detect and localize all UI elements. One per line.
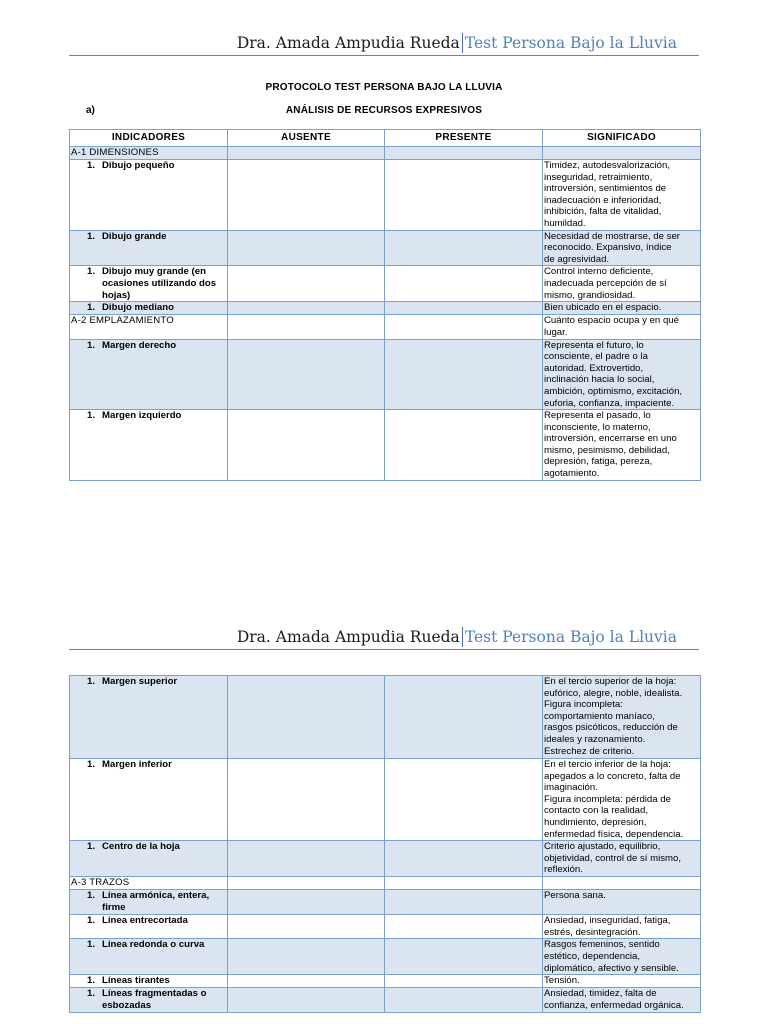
presente-cell[interactable]: [385, 939, 543, 975]
indicator-label: Margen izquierdo: [102, 410, 182, 422]
significado-cell: Rasgos femeninos, sentido estético, dependencia, diplomático, afectivo y sensible.: [543, 939, 701, 975]
ausente-cell[interactable]: [228, 759, 385, 841]
section-heading-cell: A-3 TRAZOS: [70, 877, 228, 890]
presente-cell[interactable]: [385, 841, 543, 877]
indicator-label: Margen superior: [102, 676, 178, 687]
table-row: [70, 939, 701, 975]
presente-cell[interactable]: [385, 315, 543, 339]
indicator-number: 1.: [87, 890, 96, 902]
ausente-cell[interactable]: [228, 890, 385, 915]
page-header-1: [69, 30, 699, 56]
indicator-number: 1.: [87, 410, 96, 422]
section-title: ANÁLISIS DE RECURSOS EXPRESIVOS: [285, 105, 483, 116]
indicator-number: 1.: [87, 302, 96, 314]
significado-cell: Ansiedad, inseguridad, fatiga, estrés, desintegración.: [543, 915, 701, 939]
ausente-cell[interactable]: [228, 877, 385, 890]
ausente-cell[interactable]: [228, 988, 385, 1012]
presente-cell[interactable]: [385, 759, 543, 841]
indicator-label: Líneas tirantes: [102, 975, 170, 987]
table-row: [70, 988, 701, 1012]
indicator-label: Dibujo pequeño: [102, 160, 175, 171]
significado-cell: En el tercio inferior de la hoja: apegados a lo concreto, falta de imaginación. Figura incompleta: pérdida de contacto con la realidad, hundimiento, depresión, enfermedad física, dependencia.: [543, 759, 701, 841]
indicator-label: Línea entrecortada: [102, 915, 188, 927]
significado-cell: Cuánto espacio ocupa y en qué lugar.: [543, 315, 701, 339]
presente-cell[interactable]: [385, 147, 543, 160]
table-row: [70, 266, 701, 302]
indicator-label: Línea armónica, entera, firme: [102, 890, 210, 913]
table-row: [70, 147, 701, 160]
indicator-cell: [70, 975, 228, 988]
table-row: [70, 676, 701, 759]
column-header-significado: SIGNIFICADO: [543, 130, 701, 147]
indicator-label: Margen derecho: [102, 339, 177, 351]
indicator-number: 1.: [87, 988, 96, 1000]
ausente-cell[interactable]: [228, 302, 385, 315]
presente-cell[interactable]: [385, 230, 543, 266]
table-row: [70, 759, 701, 841]
significado-cell: Bien ubicado en el espacio.: [543, 302, 701, 315]
table-row: [70, 410, 701, 481]
indicator-number: 1.: [87, 759, 96, 770]
presente-cell[interactable]: [385, 266, 543, 302]
significado-cell: Necesidad de mostrarse, de ser reconocido. Expansivo, índice de agresividad.: [543, 230, 701, 266]
presente-cell[interactable]: [385, 877, 543, 890]
indicator-label: Margen inferior: [102, 759, 172, 770]
indicator-cell: [70, 939, 228, 975]
table-row: [70, 339, 701, 410]
header-author: Dra. Amada Ampudia Rueda: [237, 33, 463, 53]
ausente-cell[interactable]: [228, 939, 385, 975]
indicator-cell: [70, 410, 228, 481]
significado-cell: [543, 147, 701, 160]
ausente-cell[interactable]: [228, 975, 385, 988]
indicator-number: 1.: [87, 676, 96, 687]
indicator-cell: [70, 302, 228, 315]
indicator-label: Centro de la hoja: [102, 841, 180, 853]
table-row: [70, 890, 701, 915]
ausente-cell[interactable]: [228, 160, 385, 231]
ausente-cell[interactable]: [228, 315, 385, 339]
ausente-cell[interactable]: [228, 266, 385, 302]
significado-cell: Criterio ajustado, equilibrio, objetividad, control de sí mismo, reflexión.: [543, 841, 701, 877]
indicator-number: 1.: [87, 841, 96, 853]
table-row: [70, 230, 701, 266]
ausente-cell[interactable]: [228, 676, 385, 759]
presente-cell[interactable]: [385, 988, 543, 1012]
presente-cell[interactable]: [385, 339, 543, 410]
table-row: [70, 302, 701, 315]
indicators-table-page-1: [69, 129, 701, 481]
indicator-label: Dibujo grande: [102, 230, 167, 242]
table-row: [70, 975, 701, 988]
table-row: [70, 877, 701, 890]
indicator-cell: [70, 841, 228, 877]
indicator-cell: [70, 915, 228, 939]
significado-cell: En el tercio superior de la hoja: eufórico, alegre, noble, idealista. Figura incompleta: comportamiento maníaco, rasgos psicóticos, reducción de ideales y razonamiento. Estrechez de criterio.: [543, 676, 701, 759]
ausente-cell[interactable]: [228, 915, 385, 939]
column-header-presente: PRESENTE: [385, 130, 543, 147]
table-row: [70, 841, 701, 877]
significado-cell: Control interno deficiente, inadecuada percepción de sí mismo, grandiosidad.: [543, 266, 701, 302]
protocol-title: PROTOCOLO TEST PERSONA BAJO LA LLUVIA: [265, 82, 503, 93]
significado-cell: Ansiedad, timidez, falta de confianza, enfermedad orgánica.: [543, 988, 701, 1012]
indicator-label: Dibujo mediano: [102, 302, 174, 314]
significado-cell: Persona sana.: [543, 890, 701, 915]
significado-cell: Representa el pasado, lo inconsciente, lo materno, introversión, encerrarse en uno mismo, pesimismo, debilidad, depresión, fatiga, pereza, agotamiento.: [543, 410, 701, 481]
indicator-number: 1.: [87, 339, 96, 351]
section-label: a): [86, 105, 95, 116]
header-author: Dra. Amada Ampudia Rueda: [237, 627, 463, 647]
ausente-cell[interactable]: [228, 147, 385, 160]
header-title: Test Persona Bajo la Lluvia: [464, 628, 677, 646]
indicator-cell: [70, 266, 228, 302]
section-heading-cell: A-2 EMPLAZAMIENTO: [70, 315, 228, 339]
indicator-label: Líneas fragmentadas o esbozadas: [102, 988, 207, 1011]
indicator-cell: [70, 988, 228, 1012]
indicator-label: Línea redonda o curva: [102, 939, 205, 951]
indicator-cell: [70, 160, 228, 231]
indicator-number: 1.: [87, 915, 96, 927]
indicator-cell: [70, 230, 228, 266]
column-header-indicadores: INDICADORES: [70, 130, 228, 147]
indicator-cell: [70, 676, 228, 759]
indicators-table-page-2: [69, 675, 701, 1013]
indicator-cell: [70, 339, 228, 410]
indicator-number: 1.: [87, 939, 96, 951]
indicator-cell: [70, 759, 228, 841]
presente-cell[interactable]: [385, 160, 543, 231]
column-header-ausente: AUSENTE: [228, 130, 385, 147]
ausente-cell[interactable]: [228, 230, 385, 266]
page-header-2: [69, 624, 699, 650]
presente-cell[interactable]: [385, 975, 543, 988]
significado-cell: Representa el futuro, lo consciente, el padre o la autoridad. Extrovertido, inclinación hacia lo social, ambición, optimismo, excitación, euforia, confianza, impaciente.: [543, 339, 701, 410]
ausente-cell[interactable]: [228, 339, 385, 410]
presente-cell[interactable]: [385, 410, 543, 481]
presente-cell[interactable]: [385, 915, 543, 939]
indicator-cell: [70, 890, 228, 915]
ausente-cell[interactable]: [228, 841, 385, 877]
indicator-number: 1.: [87, 230, 96, 242]
table-row: [70, 315, 701, 339]
presente-cell[interactable]: [385, 890, 543, 915]
presente-cell[interactable]: [385, 302, 543, 315]
table-row: [70, 915, 701, 939]
indicator-number: 1.: [87, 160, 96, 171]
section-heading-cell: A-1 DIMENSIONES: [70, 147, 228, 160]
ausente-cell[interactable]: [228, 410, 385, 481]
significado-cell: Timidez, autodesvalorización, inseguridad, retraimiento, introversión, sentimientos de inadecuación e inferioridad, inhibición, falta de vitalidad, humildad.: [543, 160, 701, 231]
significado-cell: Tensión.: [543, 975, 701, 988]
significado-cell: [543, 877, 701, 890]
header-title: Test Persona Bajo la Lluvia: [464, 34, 677, 52]
presente-cell[interactable]: [385, 676, 543, 759]
indicator-number: 1.: [87, 266, 96, 278]
indicator-label: Dibujo muy grande (en ocasiones utilizando dos hojas): [102, 266, 217, 301]
table-row: [70, 160, 701, 231]
indicator-number: 1.: [87, 975, 96, 987]
